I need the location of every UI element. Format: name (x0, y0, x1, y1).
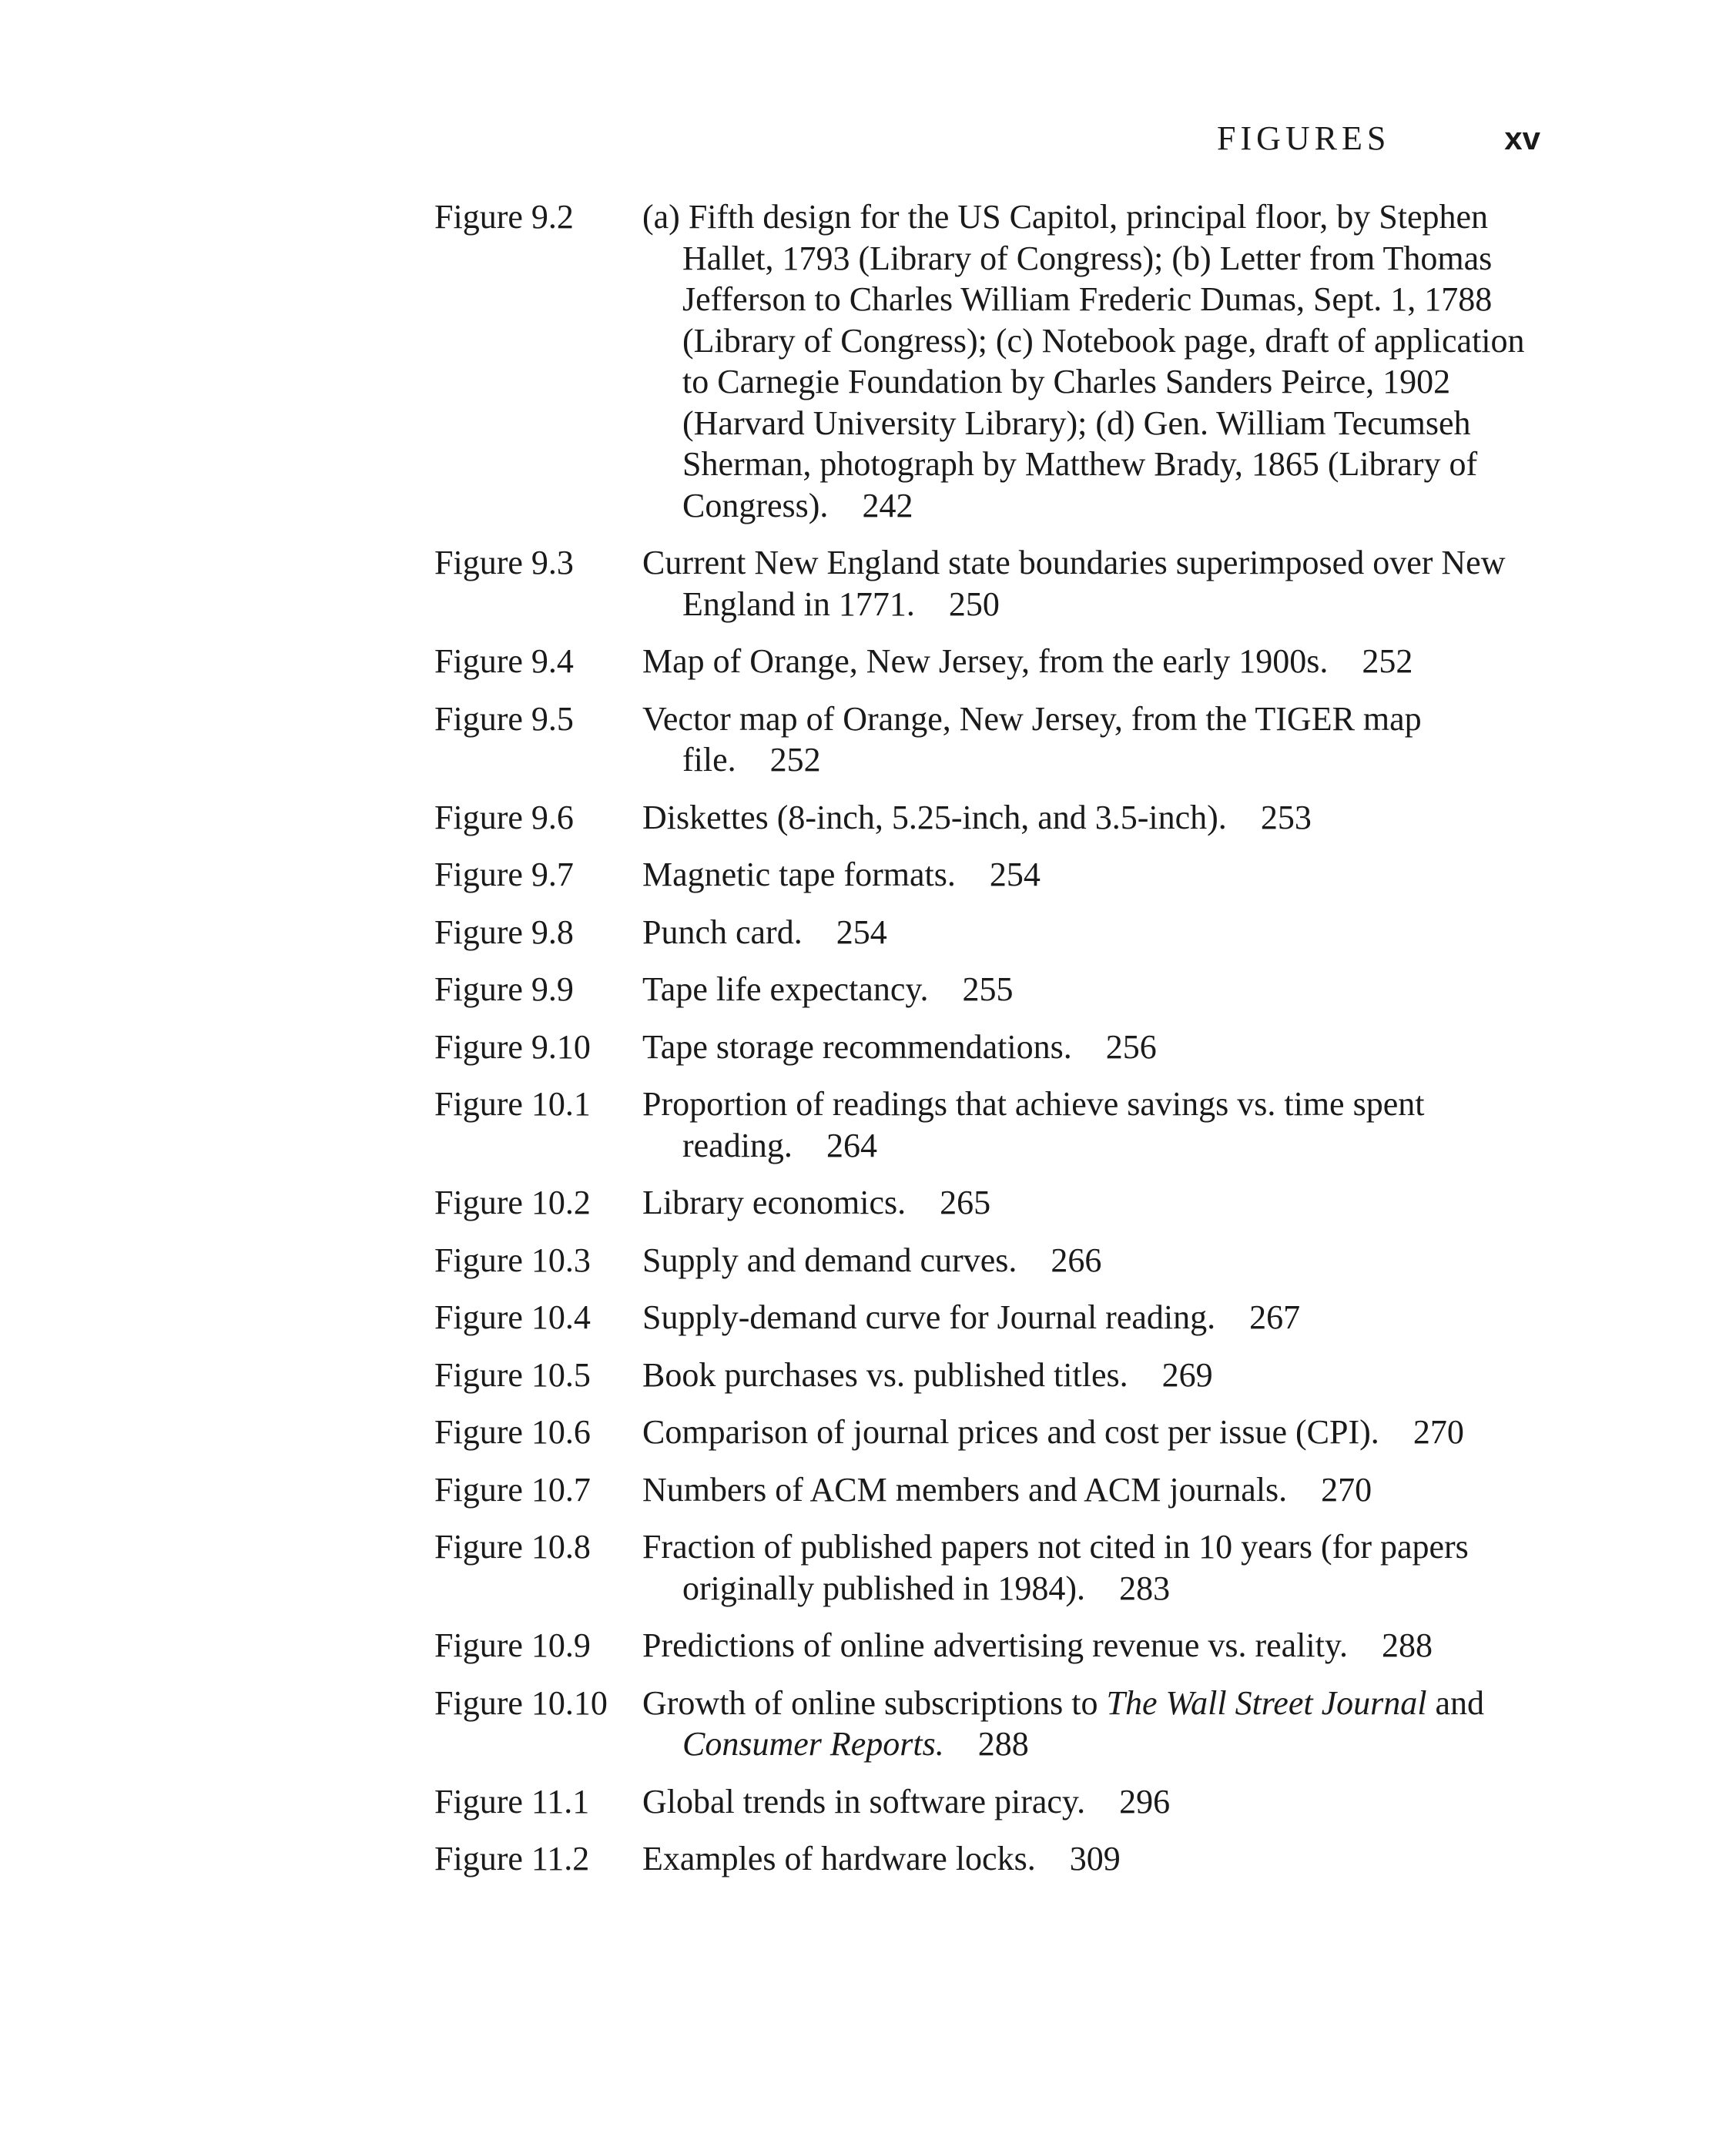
page-ref: 283 (1119, 1569, 1171, 1607)
caption-text: Examples of hardware locks. (642, 1840, 1036, 1877)
caption-text: Library economics. (642, 1184, 907, 1221)
figure-entry (434, 854, 1543, 896)
figure-caption (642, 854, 1543, 896)
caption-text: Vector map of Orange, New Jersey, from the TIGER map file. (642, 699, 1422, 779)
figure-caption (642, 542, 1543, 625)
page-ref: 296 (1119, 1782, 1171, 1820)
figure-label: Figure 9.10 (434, 1027, 591, 1066)
figure-label: Figure 10.6 (434, 1413, 591, 1451)
caption-text: Tape storage recommendations. (642, 1027, 1072, 1066)
figure-list (434, 196, 1543, 1896)
caption-text: Comparison of journal prices and cost per issue (CPI). (642, 1413, 1379, 1451)
running-head: FIGURES (1217, 119, 1391, 157)
figure-caption (642, 1625, 1543, 1666)
figure-caption (642, 1683, 1543, 1765)
caption-text: Global trends in software piracy. (642, 1782, 1086, 1820)
figure-label: Figure 9.9 (434, 970, 574, 1008)
figure-entry (434, 969, 1543, 1010)
figure-label: Figure 10.5 (434, 1355, 591, 1394)
figure-entry (434, 1412, 1543, 1453)
figure-label: Figure 10.10 (434, 1683, 608, 1722)
caption-text: Fraction of published papers not cited in 10 years (for papers originally published in 1984). (642, 1528, 1469, 1607)
figure-entry (434, 1240, 1543, 1281)
figure-caption (642, 969, 1543, 1010)
figure-label: Figure 9.7 (434, 856, 574, 893)
figure-caption (642, 1526, 1543, 1609)
caption-text: Punch card. (642, 913, 803, 951)
figure-entry (434, 1683, 1543, 1765)
page-ref: 288 (1382, 1626, 1433, 1664)
figure-entry (434, 912, 1543, 953)
figure-label: Figure 9.4 (434, 642, 574, 680)
page-ref: 252 (769, 741, 821, 779)
figure-label: Figure 10.3 (434, 1241, 591, 1279)
figure-entry (434, 797, 1543, 839)
figure-entry (434, 1781, 1543, 1823)
page-ref: 264 (826, 1126, 877, 1164)
figure-entry (434, 1526, 1543, 1609)
figure-label: Figure 10.8 (434, 1528, 591, 1566)
figure-label: Figure 10.9 (434, 1626, 591, 1664)
figure-label: Figure 9.5 (434, 699, 574, 738)
figure-label: Figure 11.1 (434, 1782, 590, 1820)
page-ref: 270 (1413, 1413, 1464, 1451)
page-ref: 269 (1161, 1355, 1213, 1394)
caption-text: Numbers of ACM members and ACM journals. (642, 1470, 1288, 1509)
figure-entry (434, 1469, 1543, 1511)
figure-caption (642, 196, 1543, 526)
caption-text: Predictions of online advertising revenue vs. reality. (642, 1626, 1349, 1664)
caption-text: Supply and demand curves. (642, 1241, 1017, 1279)
page-number: xv (1504, 120, 1540, 156)
figure-entry (434, 641, 1543, 682)
figure-caption (642, 1355, 1543, 1396)
figure-label: Figure 9.3 (434, 544, 574, 581)
caption-text: Supply-demand curve for Journal reading. (642, 1298, 1216, 1336)
figure-label: Figure 10.2 (434, 1184, 591, 1221)
figure-entry (434, 1625, 1543, 1666)
page-ref: 252 (1362, 642, 1413, 680)
figure-label: Figure 10.1 (434, 1085, 591, 1123)
figure-caption (642, 1297, 1543, 1338)
page-ref: 309 (1069, 1840, 1121, 1877)
figure-entry (434, 1838, 1543, 1880)
figure-label: Figure 9.8 (434, 913, 574, 951)
figure-caption (642, 912, 1543, 953)
caption-text: Current New England state boundaries superimposed over New England in 1771. (642, 544, 1506, 623)
figure-caption (642, 1027, 1543, 1068)
caption-italic-title: Consumer Reports. (682, 1725, 944, 1763)
figure-caption (642, 1838, 1543, 1880)
caption-text: Proportion of readings that achieve savings vs. time spent reading. (642, 1085, 1425, 1164)
caption-italic-title: The Wall Street Journal (1106, 1683, 1427, 1722)
page-ref: 250 (948, 584, 1000, 623)
caption-text: and (1426, 1683, 1484, 1722)
caption-text: Growth of online subscriptions to (642, 1683, 1107, 1722)
figure-caption (642, 641, 1543, 682)
figure-entry (434, 196, 1543, 526)
figure-entry (434, 698, 1543, 781)
figure-entry (434, 1297, 1543, 1338)
figure-entry (434, 1182, 1543, 1224)
page-ref: 254 (989, 856, 1041, 893)
figure-entry (434, 1084, 1543, 1166)
page-ref: 266 (1051, 1241, 1102, 1279)
page-ref: 265 (940, 1184, 991, 1221)
figure-caption (642, 1469, 1543, 1511)
page-ref: 253 (1260, 798, 1312, 836)
figure-entry (434, 1027, 1543, 1068)
caption-text: Book purchases vs. published titles. (642, 1355, 1128, 1394)
figure-caption (642, 1240, 1543, 1281)
figure-label: Figure 11.2 (434, 1840, 590, 1877)
figure-caption (642, 797, 1543, 839)
caption-text: Diskettes (8-inch, 5.25-inch, and 3.5-inch). (642, 798, 1227, 836)
figure-entry (434, 542, 1543, 625)
figure-label: Figure 9.2 (434, 198, 574, 236)
figure-label: Figure 10.7 (434, 1470, 591, 1509)
caption-text: Tape life expectancy. (642, 970, 929, 1008)
figure-label: Figure 9.6 (434, 798, 574, 836)
figure-caption (642, 1412, 1543, 1453)
page-ref: 256 (1105, 1027, 1157, 1066)
page-ref: 255 (962, 970, 1014, 1008)
caption-text: Magnetic tape formats. (642, 856, 956, 893)
page-ref: 254 (836, 913, 887, 951)
figure-caption (642, 1182, 1543, 1224)
figure-caption (642, 1781, 1543, 1823)
caption-text: Map of Orange, New Jersey, from the early 1900s. (642, 642, 1329, 680)
figure-caption (642, 698, 1543, 781)
figure-caption (642, 1084, 1543, 1166)
figure-entry (434, 1355, 1543, 1396)
caption-text: (a) Fifth design for the US Capitol, principal floor, by Stephen Hallet, 1793 (Library of Congress); (b) Letter from Thomas Jefferson to Charles William Frederic Dumas, Sept. 1, 1788 (Library of Congress); (c) Notebook page, draft of application to Carnegie Foundation by Charles Sanders Peirce, 1902 (Harvard University Library); (d) Gen. William Tecumseh Sherman, photograph by Matthew Brady, 1865 (Library of Congress). (642, 198, 1525, 524)
figure-label: Figure 10.4 (434, 1298, 591, 1336)
page-ref: 242 (862, 486, 913, 524)
page-ref: 288 (977, 1725, 1029, 1763)
page-ref: 267 (1249, 1298, 1301, 1336)
page-ref: 270 (1321, 1470, 1372, 1509)
